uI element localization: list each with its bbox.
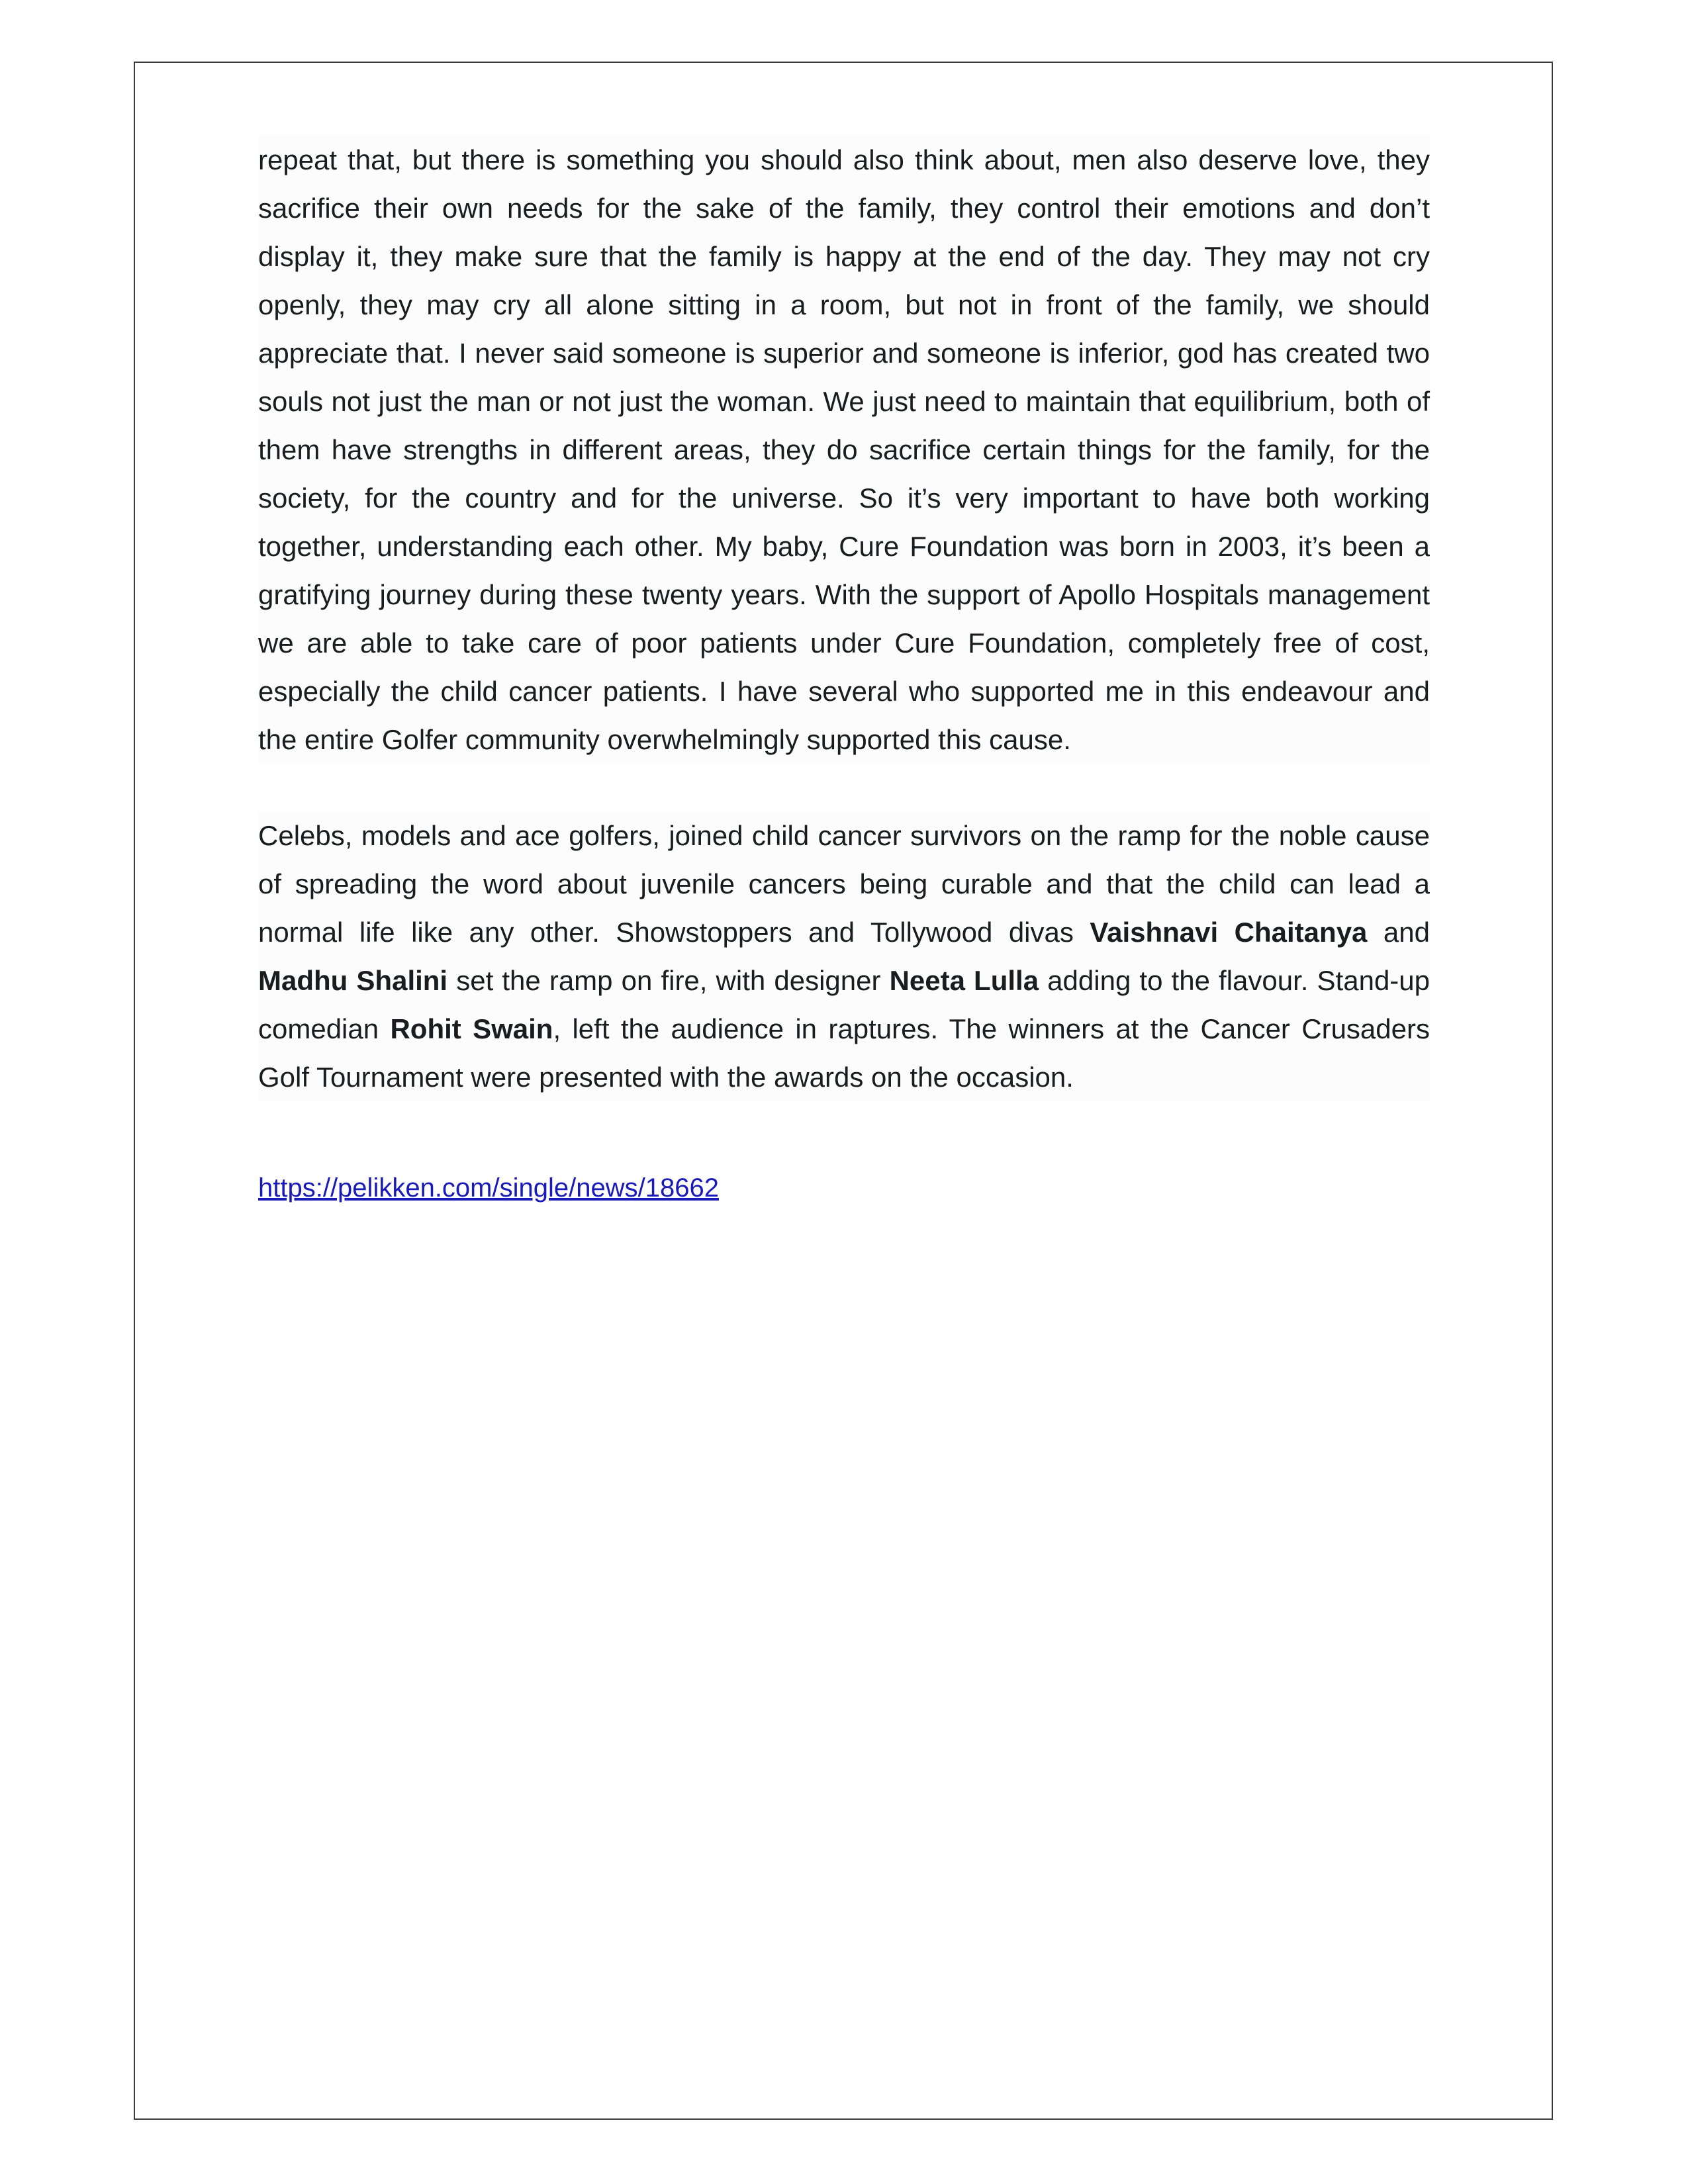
source-link-line bbox=[258, 1168, 719, 1208]
text-segment: set the ramp on fire, with designer bbox=[447, 965, 890, 996]
source-link[interactable]: https://pelikken.com/single/news/18662 bbox=[258, 1173, 719, 1203]
bold-name: Madhu Shalini bbox=[258, 965, 448, 996]
paragraph-text bbox=[258, 811, 1430, 1101]
article-paragraph-1 bbox=[258, 136, 1430, 764]
text-segment: Celebs, models and ace golfers, joined child cancer survivors on the ramp for the noble cause of spreading the word about juvenile cancers being curable and that the child can lead a normal life like any other. Showstoppers and Tollywood divas bbox=[258, 820, 1430, 948]
text-segment: and bbox=[1367, 917, 1430, 948]
paragraph-text: repeat that, but there is something you should also think about, men also deserve love, they sacrifice their own needs for the sake of the family, they control their emotions and don’t display it, they make sure that the family is happy at the end of the day. They may not cry openly, they may cry all alone sitting in a room, but not in front of the family, we should appreciate that. I never said someone is superior and someone is inferior, god has created two souls not just the man or not just the woman. We just need to maintain that equilibrium, both of them have strengths in different areas, they do sacrifice certain things for the family, for the society, for the country and for the universe. So it’s very important to have both working together, understanding each other. My baby, Cure Foundation was born in 2003, it’s been a gratifying journey during these twenty years. With the support of Apollo Hospitals management we are able to take care of poor patients under Cure Foundation, completely free of cost, especially the child cancer patients. I have several who supported me in this endeavour and the entire Golfer community overwhelmingly supported this cause. bbox=[258, 144, 1430, 755]
article-paragraph-2 bbox=[258, 811, 1430, 1101]
bold-name: Vaishnavi Chaitanya bbox=[1090, 917, 1368, 948]
bold-name: Neeta Lulla bbox=[889, 965, 1039, 996]
text-segment: adding to the flavour. Stand-up comedian bbox=[258, 965, 1430, 1044]
bold-name: Rohit Swain bbox=[390, 1013, 553, 1044]
text-segment: , left the audience in raptures. The winners at the Cancer Crusaders Golf Tournament were presented with the awards on the occasion. bbox=[258, 1013, 1430, 1093]
